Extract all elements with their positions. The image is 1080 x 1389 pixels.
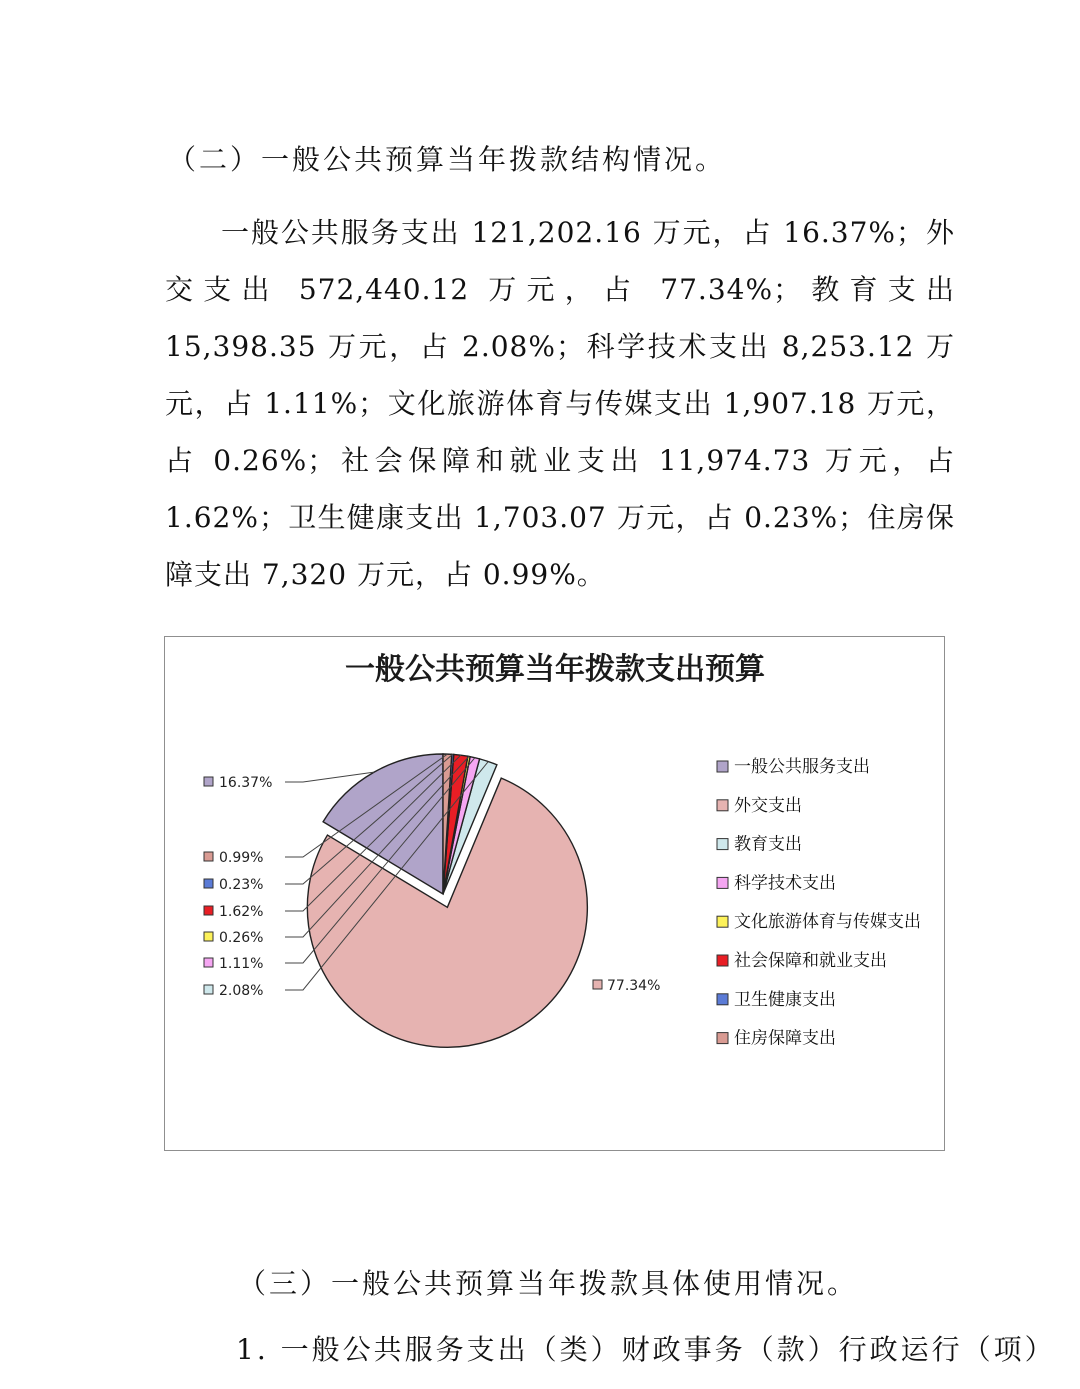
legend-label-slice-3: 教育支出	[734, 834, 802, 855]
legend-label-slice-7: 卫生健康支出	[734, 989, 836, 1010]
legend-swatch-slice-2	[717, 800, 728, 811]
label-swatch-slice-1	[204, 777, 213, 786]
chart-title: 一般公共预算当年拨款支出预算	[345, 652, 765, 687]
legend-label-slice-6: 社会保障和就业支出	[734, 951, 887, 971]
data-label-slice-6: 1.62%	[219, 904, 264, 920]
label-swatch-slice-5	[204, 932, 213, 941]
label-swatch-slice-8	[204, 852, 213, 861]
legend-label-slice-2: 外交支出	[734, 795, 802, 816]
legend-swatch-slice-7	[717, 994, 728, 1005]
label-swatch-slice-3	[204, 985, 213, 994]
legend-swatch-slice-1	[717, 761, 728, 772]
data-label-slice-7: 0.23%	[219, 877, 264, 893]
legend-label-slice-1: 一般公共服务支出	[734, 757, 870, 777]
data-label-slice-2: 77.34%	[607, 978, 661, 994]
legend-swatch-slice-3	[717, 839, 728, 850]
legend-swatch-slice-8	[717, 1033, 728, 1044]
pie-chart-panel	[164, 636, 945, 1151]
data-label-slice-1: 16.37%	[219, 775, 273, 791]
list-item-1: 1. 一般公共服务支出（类）财政事务（款）行政运行（项）	[236, 1333, 1056, 1366]
data-label-slice-4: 1.11%	[219, 956, 264, 972]
section-heading-2: （二）一般公共预算当年拨款结构情况。	[168, 143, 727, 176]
label-swatch-slice-2	[593, 980, 602, 989]
legend-label-slice-8: 住房保障支出	[734, 1028, 836, 1049]
label-swatch-slice-6	[204, 906, 213, 915]
legend-label-slice-5: 文化旅游体育与传媒支出	[734, 912, 921, 933]
legend-swatch-slice-5	[717, 916, 728, 927]
data-label-slice-3: 2.08%	[219, 983, 264, 999]
pie-chart	[165, 637, 946, 1152]
label-swatch-slice-4	[204, 958, 213, 967]
legend-swatch-slice-4	[717, 877, 728, 888]
data-label-slice-8: 0.99%	[219, 850, 264, 866]
legend-label-slice-4: 科学技术支出	[734, 873, 836, 894]
section-heading-3: （三）一般公共预算当年拨款具体使用情况。	[238, 1267, 859, 1300]
data-label-slice-5: 0.26%	[219, 930, 264, 946]
structure-paragraph: 一般公共服务支出 121,202.16 万元，占 16.37%；外交支出 572,440.12 万元，占 77.34%；教育支出 15,398.35 万元，占 2.08%；科学技术支出 8,253.12 万元，占 1.11%；文化旅游体育与传媒支出 1,907.18 万元，占 0.26%；社会保障和就业支出 11,974.73 万元，占 1.62%；卫生健康支出 1,703.07 万元，占 0.23%；住房保障支出 7,320 万元，占 0.99%。	[165, 216, 955, 591]
label-swatch-slice-7	[204, 879, 213, 888]
legend-swatch-slice-6	[717, 955, 728, 966]
